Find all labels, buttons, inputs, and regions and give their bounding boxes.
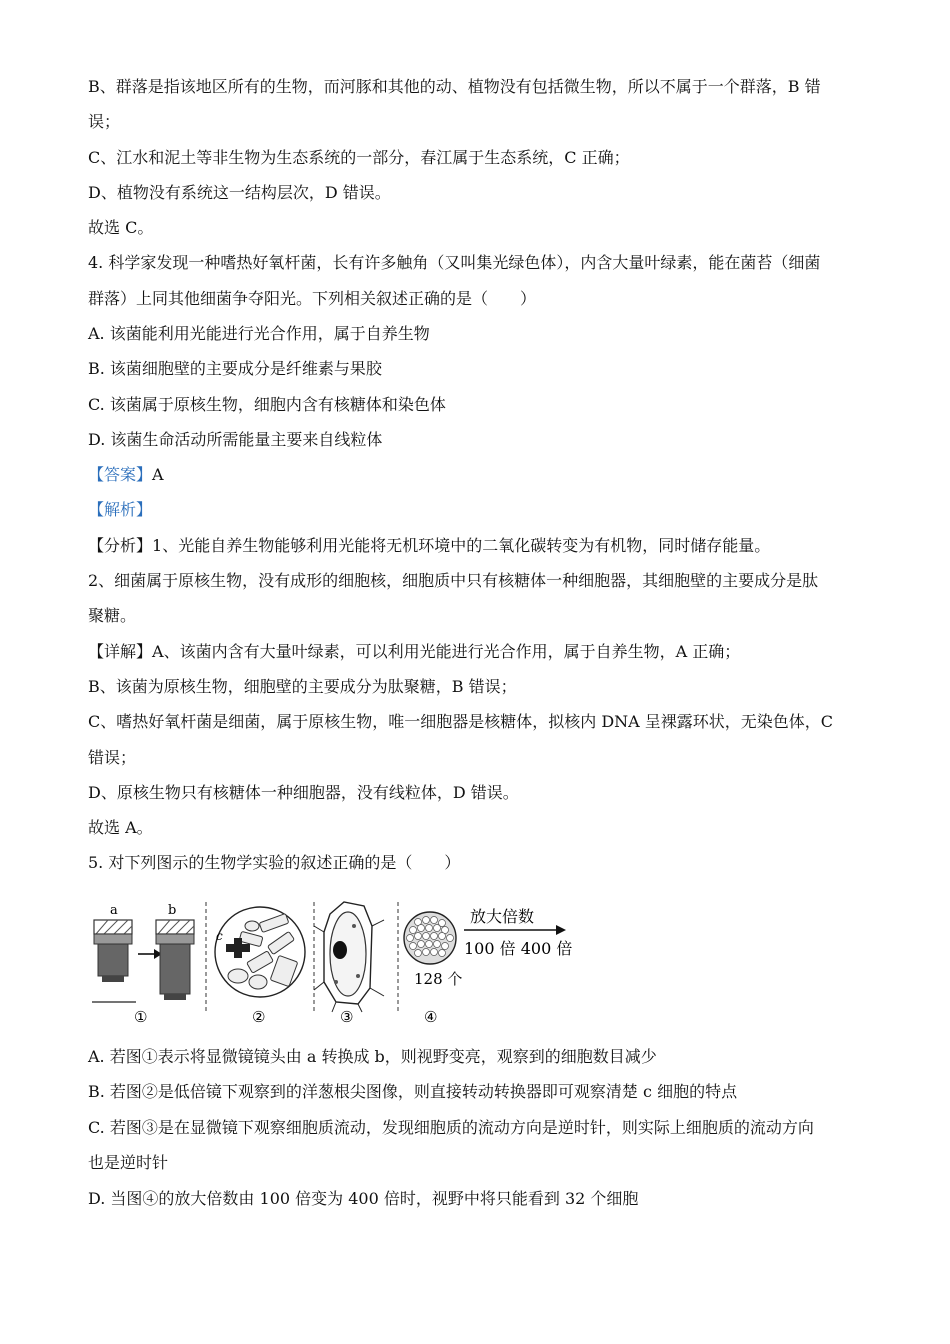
answer-value: A <box>152 465 164 484</box>
detail-a-text: A、该菌内含有大量叶绿素，可以利用光能进行光合作用，属于自养生物，A 正确； <box>152 642 741 661</box>
q4-detail-b: B、该菌为原核生物，细胞壁的主要成分为肽聚糖，B 错误； <box>88 677 517 696</box>
chloroplast <box>334 980 338 984</box>
q4-detail-c-cont: 错误； <box>88 748 137 767</box>
q4-stem-line1: 4. 科学家发现一种嗜热好氧杆菌，长有许多触角（又叫集光绿色体），内含大量叶绿素，能在菌苔（细菌 <box>88 253 821 272</box>
panel-4-magnification <box>404 907 572 1026</box>
q4-fenxi-line1 <box>88 535 868 557</box>
lens-b-tip <box>164 994 186 1000</box>
magnification-values: 100 倍 400 倍 <box>464 939 573 958</box>
q4-conclusion: 故选 A。 <box>88 818 153 837</box>
cell-shape <box>249 975 267 989</box>
q5-option-c: C. 若图③是在显微镜下观察细胞质流动，发现细胞质的流动方向是逆时针，则实际上细胞质的流动方向 <box>88 1118 814 1137</box>
lens-a-tip <box>102 976 124 982</box>
q4-option-b: B. 该菌细胞壁的主要成分是纤维素与果胶 <box>88 359 382 378</box>
q4-detail-d: D、原核生物只有核糖体一种细胞器，没有线粒体，D 错误。 <box>88 783 519 802</box>
label-c: c <box>216 929 223 943</box>
answer-tag: 【答案】 <box>88 465 153 484</box>
panel-3-plant-cell <box>314 902 384 1026</box>
prev-option-c: C、江水和泥土等非生物为生态系统的一部分，春江属于生态系统，C 正确； <box>88 148 630 167</box>
q5-stem: 5. 对下列图示的生物学实验的叙述正确的是（ ） <box>88 853 461 872</box>
panel-label-3: ③ <box>340 1008 354 1026</box>
prev-option-d: D、植物没有系统这一结构层次，D 错误。 <box>88 183 391 202</box>
panel-2-root-tip-field <box>215 907 305 1026</box>
q5-option-a: A. 若图①表示将显微镜镜头由 a 转换成 b，则视野变亮，观察到的细胞数目减少 <box>88 1047 657 1066</box>
q4-answer <box>88 464 868 486</box>
prev-option-b-cont: 误； <box>88 112 121 131</box>
chloroplast <box>352 924 356 928</box>
q4-option-a: A. 该菌能利用光能进行光合作用，属于自养生物 <box>88 324 430 343</box>
nucleus <box>333 941 347 959</box>
q5-option-d: D. 当图④的放大倍数由 100 倍变为 400 倍时，视野中将只能看到 32 个细胞 <box>88 1189 639 1208</box>
magnification-arrow-head <box>556 925 566 935</box>
lens-b-ring <box>156 934 194 944</box>
q4-fenxi-line2: 2、细菌属于原核生物，没有成形的细胞核，细胞质中只有核糖体一种细胞器，其细胞壁的主要成分是肽 <box>88 571 819 590</box>
label-a: a <box>110 903 118 918</box>
fenxi-text-1: 1、光能自养生物能够利用光能将无机环境中的二氧化碳转变为有机物，同时储存能量。 <box>152 536 771 555</box>
fenxi-tag: 【分析】 <box>88 536 153 555</box>
panel-1-objectives <box>92 903 194 1026</box>
lens-a-body <box>98 944 128 976</box>
lens-a-ring <box>94 934 132 944</box>
cell-count-label: 128 个 <box>414 970 463 988</box>
analysis-tag: 【解析】 <box>88 500 153 519</box>
q4-option-d: D. 该菌生命活动所需能量主要来自线粒体 <box>88 430 383 449</box>
q4-analysis-tag <box>88 499 868 521</box>
panel-label-1: ① <box>134 1008 148 1026</box>
detail-tag: 【详解】 <box>88 642 153 661</box>
q4-fenxi-line3: 聚糖。 <box>88 606 137 625</box>
prev-option-b: B、群落是指该地区所有的生物，而河豚和其他的动、植物没有包括微生物，所以不属于一个群落，B 错 <box>88 77 821 96</box>
q5-option-b: B. 若图②是低倍镜下观察到的洋葱根尖图像，则直接转动转换器即可观察清楚 c 细胞的特点 <box>88 1082 738 1101</box>
q4-option-c: C. 该菌属于原核生物，细胞内含有核糖体和染色体 <box>88 395 446 414</box>
panel-label-2: ② <box>252 1008 266 1026</box>
chloroplast <box>356 974 360 978</box>
q4-stem-line2: 群落）上同其他细菌争夺阳光。下列相关叙述正确的是（ ） <box>88 289 537 308</box>
magnification-title: 放大倍数 <box>470 907 535 926</box>
cell-shape <box>228 969 248 983</box>
prev-conclusion: 故选 C。 <box>88 218 154 237</box>
q4-detail-c: C、嗜热好氧杆菌是细菌，属于原核生物，唯一细胞器是核糖体，拟核内 DNA 呈裸露环状，无染色体，C <box>88 712 834 731</box>
q5-option-c-cont: 也是逆时针 <box>88 1153 169 1172</box>
cell-shape <box>245 921 259 931</box>
q4-detail-a <box>88 641 868 663</box>
lens-b-body <box>160 944 190 994</box>
label-b: b <box>168 903 177 918</box>
q5-figure <box>88 896 588 1028</box>
panel-label-4: ④ <box>424 1008 438 1026</box>
